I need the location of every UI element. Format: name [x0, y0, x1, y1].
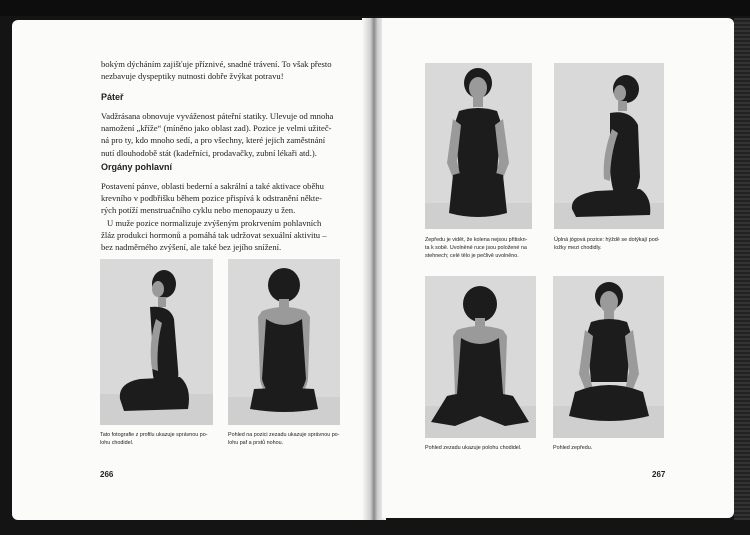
photo-back-feet — [425, 276, 536, 438]
caption-front-kneeling — [425, 236, 535, 260]
text-line: nezbavuje dyspeptiky nutnosti dobře žvýkat potravu! — [101, 71, 284, 82]
text-line: Postavení pánve, oblasti bederní a sakrální a také aktivace oběhu — [101, 181, 324, 191]
caption-full-yoga-pose — [554, 236, 669, 252]
text-line: bez nadměrného zvýšení, ale také bez jejího snížení. — [101, 242, 282, 253]
text-line: ná pro ty, kdo mnoho sedí, a pro všechny, které jejich zaměstnání — [101, 135, 326, 146]
caption-back-view — [228, 431, 348, 447]
paragraph-spine — [101, 110, 356, 159]
text-line: nutí dlouhodobě stát (kadeřníci, prodavačky, zubní lékaři atd.). — [101, 147, 317, 158]
text-line: krevního v podbřišku během pozice přispívá k odstranění někte- — [101, 193, 322, 204]
paragraph-sexual-organs — [101, 180, 356, 253]
caption-line: Zepředu je vidět, že kolena nejsou přitiskn- — [425, 237, 528, 243]
page-number-right: 267 — [652, 470, 666, 479]
caption-line: ta k sobě. Uvolněné ruce jsou položené na — [425, 245, 527, 251]
text-line: bokým dýcháním zajišťuje příznivé, snadné trávení. To však přesto — [101, 59, 332, 69]
photo-front-kneeling — [425, 63, 532, 229]
caption-line: stehnech; celé tělo je pečlivě uvolněno. — [425, 253, 519, 259]
photo-full-yoga-pose — [554, 63, 664, 229]
caption-back-feet — [425, 444, 545, 452]
caption-line: Úplná jógová pozice: hýždě se dotýkají pod- — [554, 237, 660, 243]
caption-line: lohu paf a prstů nohou. — [228, 440, 284, 446]
photo-profile-side — [100, 259, 213, 425]
text-line: namožení „kříže“ (míněno jako oblast zad). Pozice je velmi užiteč- — [101, 123, 332, 134]
caption-line: Pohled zepředu. — [553, 445, 593, 451]
page-number-left: 266 — [100, 470, 114, 479]
page-edges — [734, 18, 750, 520]
paragraph-digestion — [101, 58, 351, 82]
caption-line: Pohled na pozici zezadu ukazuje správnou po- — [228, 432, 340, 438]
book-top-edge — [0, 0, 750, 16]
photo-front-view — [553, 276, 664, 438]
text-line: U muže pozice normalizuje zvýšeným prokrvením pohlavních — [107, 217, 322, 228]
heading-sexual-organs: Orgány pohlavní — [101, 162, 173, 172]
heading-spine: Páteř — [101, 92, 124, 102]
text-line: žláz produkci hormonů a pomáhá tak udržovat sexuální aktivitu – — [101, 229, 327, 240]
text-line: Vadžrásana obnovuje vyváženost páteřní statiky. Ulevuje od mnoha — [101, 111, 334, 121]
caption-profile — [100, 431, 215, 447]
caption-line: Pohled zezadu ukazuje polohu chodidel. — [425, 445, 522, 451]
caption-line: lohu chodidel. — [100, 440, 134, 446]
caption-front-view — [553, 444, 663, 452]
caption-line: ložky mezi chodidly. — [554, 245, 602, 251]
photo-back-view — [228, 259, 340, 425]
text-line: rých potíží menstruačního cyklu nebo menopauzy u žen. — [101, 205, 296, 216]
caption-line: Tato fotografie z profilu ukazuje správnou po- — [100, 432, 208, 438]
